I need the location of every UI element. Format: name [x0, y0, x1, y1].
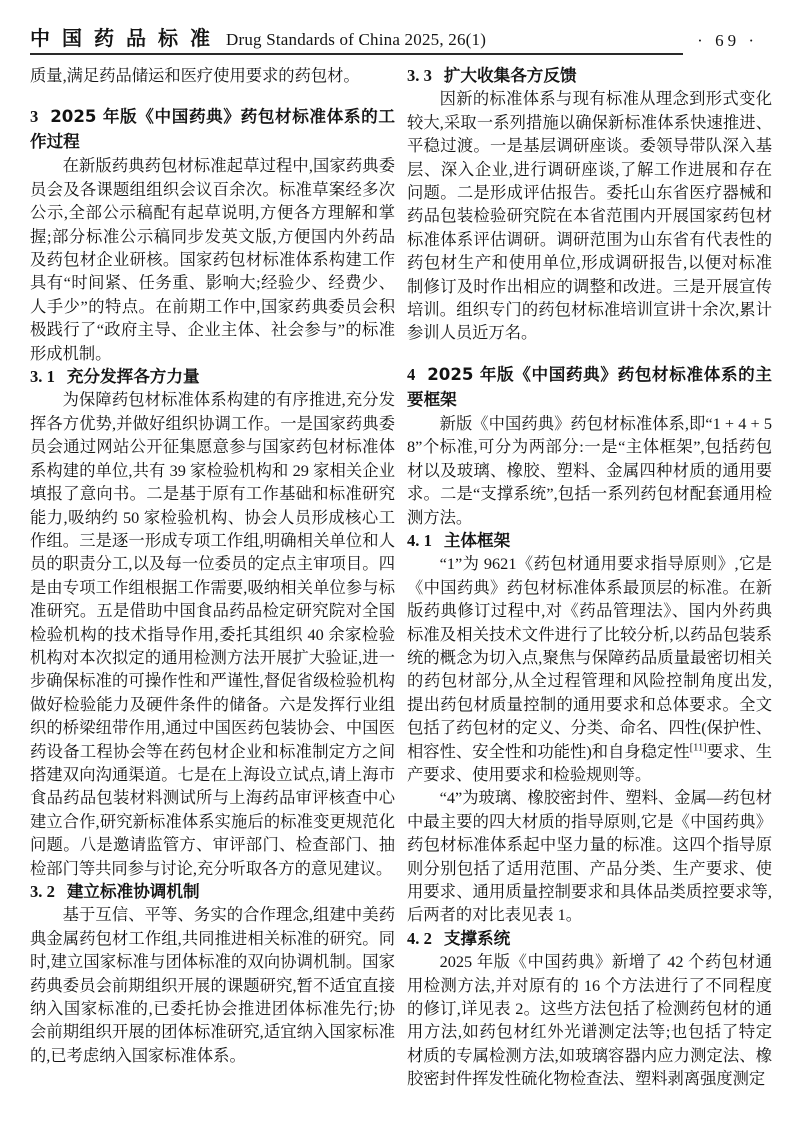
section-3-3-paragraph: 因新的标准体系与现有标准从理念到形式变化较大,采取一系列措施以确保新标准体系快速推进、平稳过渡。一是基层调研座谈。委领导带队深入基层、深入企业,进行调研座谈,了解工作进展和存在问题。二是形成评估报告。委托山东省医疗器械和药品包装检验研究院在本省范围内开展国家药包材标准体系评估调研。调研范围为山东省有代表性的药包材生产和使用单位,形成调研报告,以便对标准制修订及时作出相应的调整和改进。三是开展宣传培训。组织专门的药包材标准培训宣讲十余次,累计参训人员近万名。 [407, 89, 772, 343]
journal-title-cn: 中国药品标准 [30, 28, 222, 50]
left-column [30, 64, 395, 1091]
section-3-1-title: 充分发挥各方力量 [66, 367, 200, 387]
section-4-heading [407, 362, 772, 412]
article-columns [30, 64, 772, 1091]
header-rule [30, 53, 683, 55]
section-3-2-heading [30, 880, 395, 903]
page-number: · 69 · [697, 31, 758, 50]
section-3-2-paragraph: 基于互信、平等、务实的合作理念,组建中美药典金属药包材工作组,共同推进相关标准的研究。同时,建立国家标准与团体标准的双向协调机制。国家药典委员会前期组织开展的课题研究,暂不适宜直接纳入国家标准的,已委托协会推进团体标准先行;协会前期组织开展的团体标准研究,适宜纳入国家标准的,已考虑纳入国家标准体系。 [30, 905, 395, 1065]
section-3-number: 3 [30, 107, 39, 127]
section-3-3-title: 扩大收集各方反馈 [443, 66, 577, 85]
section-4-2-heading [407, 927, 772, 950]
section-3-heading [30, 104, 395, 154]
section-4-1-title: 主体框架 [443, 530, 511, 550]
section-4-1-paragraph-1-text: “1”为 9621《药包材通用要求指导原则》,它是《中国药典》药包材标准体系最顶层的标准。在新版药典修订过程中,对《药品管理法》、国内外药典标准及相关技术文件进行了比较分析,以药品包装系统的概念为切入点,聚焦与保障药品质量最密切相关的药包材部分,从全过程管理和风险控制角度出发,提出药包材质量控制的通用要求和总体要求。全文包括了药包材的定义、分类、命名、四性(保护性、相容性、安全性和功能性)和自身稳定性 [407, 554, 772, 761]
section-4-1-paragraph-1-text-after: 要求、生产要求、使用要求和检验规则等。 [407, 741, 772, 784]
journal-title [30, 22, 486, 51]
right-column [407, 64, 772, 1091]
page-header [30, 27, 772, 55]
section-3-3-heading [407, 64, 772, 87]
section-3-2-number: 3. 2 [30, 882, 55, 901]
section-3-1-number: 3. 1 [30, 367, 55, 387]
section-4-number: 4 [407, 364, 416, 384]
section-3-title: 2025 年版《中国药典》药包材标准体系的工作过程 [30, 107, 395, 152]
section-4-title: 2025 年版《中国药典》药包材标准体系的主要框架 [407, 364, 772, 409]
section-4-2-title: 支撑系统 [443, 928, 511, 948]
journal-title-en: Drug Standards of China 2025, 26(1) [226, 30, 487, 49]
reference-marker: [11] [689, 742, 707, 754]
carryover-paragraph: 质量,满足药品储运和医疗使用要求的药包材。 [30, 66, 360, 85]
section-4-1-paragraph-1 [407, 552, 772, 786]
section-3-paragraph: 在新版药典药包材标准起草过程中,国家药典委员会及各课题组组织会议百余次。标准草案经多次公示,全部公示稿配有起草说明,方便各方理解和掌握;部分标准公示稿同步发英文版,方便国内外药品及药包材企业研核。国家药包材标准体系构建工作具有“时间紧、任务重、影响大;经验少、经费少、人手少”的特点。在前期工作中,国家药典委员会积极践行了“政府主导、企业主体、社会参与”的标准形成机制。 [30, 156, 395, 363]
section-4-2-paragraph: 2025 年版《中国药典》新增了 42 个药包材通用检测方法,并对原有的 16 个方法进行了不同程度的修订,详见表 2。这些方法包括了检测药包材的通用方法,如药包材红外光谱测定法等;也包括了特定材质的专属检测方法,如玻璃容器内应力测定法、橡胶密封件挥发性硫化物检查法、塑料剥离强度测定 [407, 952, 772, 1089]
section-4-2-number: 4. 2 [407, 928, 432, 948]
section-4-1-heading [407, 529, 772, 552]
section-3-1-heading [30, 365, 395, 388]
section-3-1-paragraph: 为保障药包材标准体系构建的有序推进,充分发挥各方优势,并做好组织协调工作。一是国家药典委员会通过网站公开征集愿意参与国家药包材标准体系构建的单位,共有 39 家检验机构和 29 家相关企业填报了意向书。二是基于原有工作基础和标准研究能力,吸纳约 50 家检验机构、协会人员形成核心工作组。三是逐一形成专项工作组,明确相关单位和人员的职责分工,以及每一位委员的定点主审项目。四是由专项工作组根据工作需要,吸纳相关单位参与标准研究。五是借助中国食品药品检定研究院对全国检验机构的技术指导作用,委托其组织 40 余家检验机构对本次拟定的通用检测方法开展扩大验证,进一步确保标准的可操作性和严谨性,督促省级检验机构做好检验能力及硬件条件的储备。六是发挥行业组织的桥梁纽带作用,通过中国医药包装协会、中国医药设备工程协会等在药包材企业和标准制定方之间搭建双向沟通渠道。七是在上海设立试点,请上海市食品药品包装材料测试所与上海药品审评核查中心建立合作,研究新标准体系实施后的标准变更规范化问题。八是邀请监管方、审评部门、检查部门、抽检部门等共同参与讨论,充分听取各方的意见建议。 [30, 390, 395, 878]
section-3-3-number: 3. 3 [407, 66, 432, 85]
section-4-1-number: 4. 1 [407, 530, 432, 550]
section-4-paragraph: 新版《中国药典》药包材标准体系,即“1 + 4 + 58”个标准,可分为两部分:一是“主体框架”,包括药包材以及玻璃、橡胶、塑料、金属四种材质的通用要求。二是“支撑系统”,包括一系列药包材配套通用检测方法。 [407, 413, 772, 527]
section-3-2-title: 建立标准协调机制 [66, 882, 200, 901]
section-4-1-paragraph-2: “4”为玻璃、橡胶密封件、塑料、金属—药包材中最主要的四大材质的指导原则,它是《中国药典》药包材标准体系起中坚力量的标准。这四个指导原则分别包括了适用范围、产品分类、生产要求、使用要求、通用质量控制要求和具体品类质控要求等,后两者的对比表见表 1。 [407, 788, 772, 925]
